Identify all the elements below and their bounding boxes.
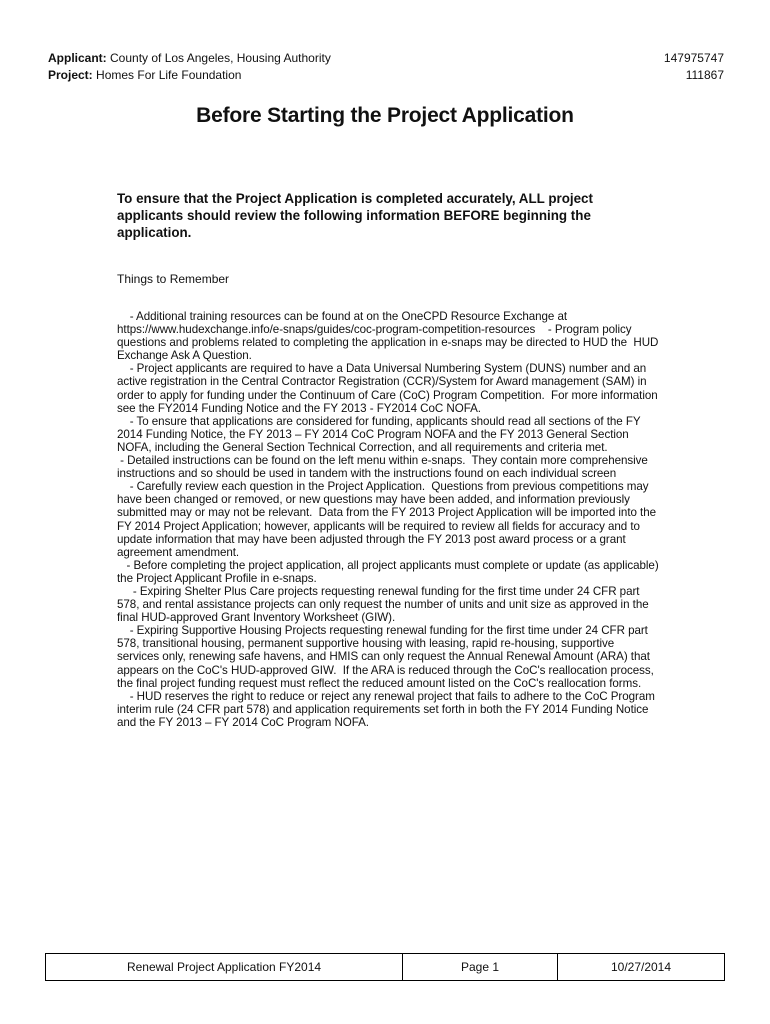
footer-date: 10/27/2014 — [610, 960, 672, 974]
page-header — [48, 50, 724, 84]
footer-page-number: Page 1 — [403, 954, 558, 980]
footer-form-name: Renewal Project Application FY2014 — [46, 954, 403, 980]
project-row — [48, 67, 724, 84]
applicant-name: County of Los Angeles, Housing Authority — [110, 51, 331, 65]
instruction-paragraph: - Expiring Shelter Plus Care projects requesting renewal funding for the first time under 24 CFR part 578, and rental assistance projects can only request the number of units and unit size as approved in the final HUD-approved Grant Inventory Worksheet (GIW). — [117, 584, 652, 625]
page-title: Before Starting the Project Application — [196, 104, 574, 127]
instruction-paragraph: - Detailed instructions can be found on the left menu within e-snaps. They contain more comprehensive instructions and so should be used in tandem with the instructions found on each individual screen — [117, 454, 651, 481]
project-name: Homes For Life Foundation — [96, 68, 242, 82]
instruction-paragraph: - Carefully review each question in the Project Application. Questions from previous competitions may have been changed or removed, or new questions may have been added, and information previously submitted may or may not be relevant. Data from the FY 2013 Project Application will be imported into the FY 2014 Project Application; however, applicants will be required to review all fields for accuracy and to update information that may have been adjusted through the FY 2013 post award process or a grant agreement amendment. — [117, 480, 660, 559]
applicant-row — [48, 50, 724, 67]
project-id: 111867 — [685, 68, 724, 82]
instruction-paragraph: - Before completing the project application, all project applicants must complete or update (as applicable) the Project Applicant Profile in e-snaps. — [117, 558, 662, 585]
project-info — [48, 67, 241, 84]
instruction-paragraph: - To ensure that applications are considered for funding, applicants should read all sections of the FY 2014 Funding Notice, the FY 2013 – FY 2014 CoC Program NOFA and the FY 2013 General Section NOFA, including the General Section Technical Correction, and all requirements and criteria met. — [117, 414, 644, 454]
instruction-paragraph: - Additional training resources can be found at on the OneCPD Resource Exchange at https://www.hudexchange.info/e-snaps/guides/coc-program-competition-resources - Program policy questions and problems related to completing the application in e-snaps may be directed to HUD the HUD Exchange Ask A Question. — [117, 310, 662, 363]
instruction-paragraph: - Project applicants are required to have a Data Universal Numbering System (DUNS) number and an active registration in the Central Contractor Registration (CCR)/System for Award management (SAM) in order to apply for funding under the Continuum of Care (CoC) Program Competition. For more information see the FY2014 Funding Notice and the FY 2013 - FY2014 CoC NOFA. — [117, 362, 661, 415]
instructions-body — [117, 310, 662, 729]
instruction-paragraph: - Expiring Supportive Housing Projects requesting renewal funding for the first time under 24 CFR part 578, transitional housing, permanent supportive housing with leasing, rapid re-housing, supportive services only, renewing safe havens, and HMIS can only request the Annual Renewal Amount (ARA) that appears on the CoC's HUD-approved GIW. If the ARA is reduced through the CoC's reallocation process, the final project funding request must reflect the reduced amount listed on the CoC's reallocation forms. — [117, 624, 657, 690]
project-label: Project: — [48, 68, 93, 82]
applicant-label: Applicant: — [48, 51, 107, 65]
intro-paragraph: To ensure that the Project Application is completed accurately, ALL project applicants should review the following information BEFORE beginning the application. — [117, 191, 593, 240]
applicant-id: 147975747 — [663, 51, 724, 65]
applicant-info — [48, 50, 331, 67]
instruction-paragraph: - HUD reserves the right to reduce or reject any renewal project that fails to adhere to the CoC Program interim rule (24 CFR part 578) and application requirements set forth in both the FY 2014 Funding Notice and the FY 2013 – FY 2014 CoC Program NOFA. — [117, 689, 658, 729]
page-footer — [45, 953, 725, 981]
things-to-remember-heading: Things to Remember — [117, 272, 230, 286]
